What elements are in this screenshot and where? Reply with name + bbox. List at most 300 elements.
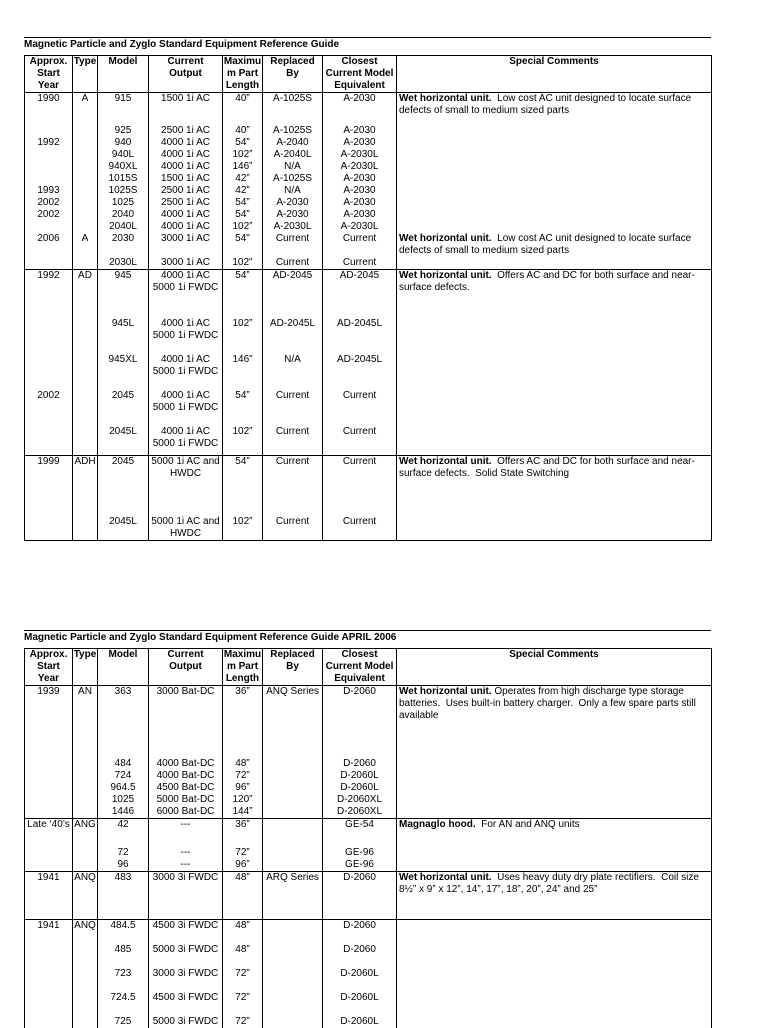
- model-cell: 940L: [98, 149, 149, 161]
- table-row: [25, 149, 712, 161]
- type-cell: ANQ: [73, 920, 98, 944]
- length-cell: 146”: [223, 354, 263, 390]
- replaced-by-cell: [263, 847, 323, 859]
- table-row: [25, 782, 712, 794]
- header-type: Type: [73, 649, 98, 686]
- type-cell: [73, 968, 98, 992]
- type-cell: [73, 185, 98, 197]
- length-cell: 48”: [223, 944, 263, 968]
- type-cell: A: [73, 233, 98, 257]
- comment-cell: [397, 149, 712, 161]
- model-cell: 485: [98, 944, 149, 968]
- replaced-by-cell: [263, 770, 323, 782]
- type-cell: ANQ: [73, 872, 98, 920]
- start-year-cell: 2002: [25, 197, 73, 209]
- comment-cell: [397, 794, 712, 806]
- output-cell: 5000 1i AC and HWDC: [149, 516, 223, 541]
- length-cell: 144”: [223, 806, 263, 819]
- equivalent-cell: AD-2045L: [323, 318, 397, 354]
- start-year-cell: [25, 354, 73, 390]
- comment-cell: [397, 516, 712, 541]
- comment-cell: [397, 818, 712, 847]
- output-cell: 5000 3i FWDC: [149, 944, 223, 968]
- equivalent-cell: A-2030: [323, 173, 397, 185]
- model-cell: 945L: [98, 318, 149, 354]
- start-year-cell: [25, 794, 73, 806]
- length-cell: 102”: [223, 221, 263, 233]
- length-cell: 54": [223, 233, 263, 257]
- comment-bold: Magnaglo hood.: [399, 818, 476, 830]
- table-row: [25, 920, 712, 944]
- equivalent-cell: Current: [323, 257, 397, 270]
- table-row: [25, 456, 712, 516]
- model-cell: 723: [98, 968, 149, 992]
- equivalent-cell: D-2060: [323, 758, 397, 770]
- equivalent-cell: A-2030: [323, 197, 397, 209]
- model-cell: 1015S: [98, 173, 149, 185]
- model-cell: 2030: [98, 233, 149, 257]
- comment-text: Offers AC and DC for both surface and near-surface defects.: [399, 270, 695, 293]
- header-max-part-length: Maximu m Part Length: [223, 56, 262, 91]
- replaced-by-cell: A-1025S: [263, 93, 323, 125]
- replaced-by-cell: [263, 992, 323, 1016]
- output-cell: 3000 1i AC: [149, 233, 223, 257]
- table-row: [25, 968, 712, 992]
- header-max-part-length: Maximu m Part Length: [223, 649, 262, 684]
- model-cell: 964.5: [98, 782, 149, 794]
- model-cell: 1025: [98, 197, 149, 209]
- start-year-cell: [25, 992, 73, 1016]
- equivalent-cell: A-2030: [323, 209, 397, 221]
- start-year-cell: [25, 318, 73, 354]
- type-cell: [73, 257, 98, 270]
- equivalent-cell: Current: [323, 516, 397, 541]
- table-row: [25, 209, 712, 221]
- table-row: [25, 318, 712, 354]
- table-row: [25, 161, 712, 173]
- equivalent-cell: GE-96: [323, 859, 397, 872]
- output-cell: 4500 Bat-DC: [149, 782, 223, 794]
- model-cell: 42: [98, 818, 149, 847]
- replaced-by-cell: N/A: [263, 354, 323, 390]
- output-cell: 2500 1i AC: [149, 197, 223, 209]
- table-row: [25, 137, 712, 149]
- table-row: [25, 390, 712, 426]
- type-cell: [73, 758, 98, 770]
- equipment-table: [24, 648, 712, 1028]
- length-cell: 36”: [223, 686, 263, 758]
- type-cell: [73, 161, 98, 173]
- output-cell: ---: [149, 847, 223, 859]
- comment-cell: [397, 270, 712, 318]
- model-cell: 940: [98, 137, 149, 149]
- length-cell: 102”: [223, 426, 263, 456]
- type-cell: [73, 173, 98, 185]
- replaced-by-cell: N/A: [263, 161, 323, 173]
- comment-cell: [397, 758, 712, 770]
- type-cell: [73, 847, 98, 859]
- output-cell: 5000 3i FWDC: [149, 1016, 223, 1028]
- header-current-output: Current Output: [149, 56, 223, 93]
- start-year-cell: [25, 1016, 73, 1028]
- model-cell: 2045: [98, 390, 149, 426]
- output-cell: 4000 1i AC 5000 1i FWDC: [149, 354, 223, 390]
- replaced-by-cell: A-2030: [263, 197, 323, 209]
- model-cell: 2030L: [98, 257, 149, 270]
- header-closest-equivalent: Closest Current Model Equivalent: [323, 649, 397, 686]
- replaced-by-cell: AD-2045: [263, 270, 323, 318]
- table-row: [25, 125, 712, 137]
- replaced-by-cell: [263, 1016, 323, 1028]
- comment-cell: [397, 847, 712, 859]
- comment-cell: [397, 173, 712, 185]
- replaced-by-cell: N/A: [263, 185, 323, 197]
- table-row: [25, 872, 712, 920]
- start-year-cell: [25, 758, 73, 770]
- comment-cell: [397, 318, 712, 354]
- equivalent-cell: D-2060: [323, 920, 397, 944]
- output-cell: 3000 3i FWDC: [149, 968, 223, 992]
- model-cell: 724: [98, 770, 149, 782]
- start-year-cell: 1939: [25, 686, 73, 758]
- comment-text: For AN and ANQ units: [475, 818, 580, 830]
- table-row: [25, 770, 712, 782]
- equivalent-cell: AD-2045: [323, 270, 397, 318]
- output-cell: ---: [149, 818, 223, 847]
- comment-cell: [397, 872, 712, 920]
- model-cell: 945XL: [98, 354, 149, 390]
- header-closest-equivalent: Closest Current Model Equivalent: [323, 56, 397, 93]
- output-cell: 4500 3i FWDC: [149, 920, 223, 944]
- model-cell: 2040L: [98, 221, 149, 233]
- type-cell: [73, 318, 98, 354]
- table-row: [25, 233, 712, 257]
- comment-cell: [397, 125, 712, 137]
- equivalent-cell: GE-54: [323, 818, 397, 847]
- comment-text: Uses heavy duty dry plate rectifiers. Coil size 8½” x 9” x 12”, 14”, 17”, 18”, 20”, 24” and 25”: [399, 872, 702, 895]
- start-year-cell: 2002: [25, 390, 73, 426]
- comment-text: Low cost AC unit designed to locate surface defects of small to medium sized parts: [399, 232, 694, 256]
- comment-text: Operates from high discharge type storage batteries. Uses built-in battery charger. Only a few spare parts still available: [399, 686, 699, 721]
- start-year-cell: 1999: [25, 456, 73, 516]
- table-row: [25, 426, 712, 456]
- replaced-by-cell: A-2030L: [263, 221, 323, 233]
- start-year-cell: [25, 173, 73, 185]
- output-cell: ---: [149, 859, 223, 872]
- model-cell: 945: [98, 270, 149, 318]
- comment-text: Low cost AC unit designed to locate surface defects of small to medium sized parts: [399, 93, 694, 116]
- table-row: [25, 794, 712, 806]
- output-cell: 3000 3i FWDC: [149, 872, 223, 920]
- model-cell: 2045L: [98, 426, 149, 456]
- section-title: Magnetic Particle and Zyglo Standard Equipment Reference Guide: [24, 37, 711, 55]
- type-cell: [73, 149, 98, 161]
- length-cell: 102”: [223, 516, 263, 541]
- table-row: [25, 185, 712, 197]
- start-year-cell: [25, 944, 73, 968]
- output-cell: 1500 1i AC: [149, 173, 223, 185]
- section-title: Magnetic Particle and Zyglo Standard Equipment Reference Guide APRIL 2006: [24, 630, 711, 648]
- comment-cell: [397, 1016, 712, 1028]
- model-cell: 363: [98, 686, 149, 758]
- replaced-by-cell: [263, 782, 323, 794]
- table-row: [25, 818, 712, 847]
- type-cell: [73, 426, 98, 456]
- type-cell: [73, 390, 98, 426]
- length-cell: 102": [223, 257, 263, 270]
- comment-bold: Wet horizontal unit.: [399, 232, 492, 244]
- length-cell: 54”: [223, 456, 263, 516]
- length-cell: 54”: [223, 270, 263, 318]
- replaced-by-cell: [263, 944, 323, 968]
- start-year-cell: [25, 161, 73, 173]
- length-cell: 48”: [223, 920, 263, 944]
- output-cell: 4500 3i FWDC: [149, 992, 223, 1016]
- start-year-cell: [25, 257, 73, 270]
- comment-cell: [397, 992, 712, 1016]
- start-year-cell: [25, 770, 73, 782]
- output-cell: 6000 Bat-DC: [149, 806, 223, 819]
- model-cell: 725: [98, 1016, 149, 1028]
- comment-bold: Wet horizontal unit.: [399, 456, 492, 467]
- model-cell: 2040: [98, 209, 149, 221]
- comment-cell: [397, 257, 712, 270]
- table-row: [25, 758, 712, 770]
- length-cell: 48”: [223, 872, 263, 920]
- length-cell: 72”: [223, 1016, 263, 1028]
- output-cell: 2500 1i AC: [149, 125, 223, 137]
- output-cell: 1500 1i AC: [149, 93, 223, 125]
- start-year-cell: 1941: [25, 920, 73, 944]
- equivalent-cell: D-2060L: [323, 968, 397, 992]
- replaced-by-cell: A-1025S: [263, 173, 323, 185]
- output-cell: 4000 1i AC 5000 1i FWDC: [149, 426, 223, 456]
- comment-cell: [397, 354, 712, 390]
- output-cell: 2500 1i AC: [149, 185, 223, 197]
- type-cell: [73, 197, 98, 209]
- replaced-by-cell: [263, 968, 323, 992]
- length-cell: 48”: [223, 758, 263, 770]
- replaced-by-cell: Current: [263, 516, 323, 541]
- model-cell: 96: [98, 859, 149, 872]
- length-cell: 96”: [223, 859, 263, 872]
- comment-cell: [397, 185, 712, 197]
- equipment-table: [24, 55, 712, 541]
- comment-cell: [397, 770, 712, 782]
- equivalent-cell: D-2060L: [323, 782, 397, 794]
- equivalent-cell: D-2060: [323, 872, 397, 920]
- type-cell: [73, 944, 98, 968]
- table-row: [25, 1016, 712, 1028]
- length-cell: 54”: [223, 137, 263, 149]
- comment-bold: Wet horizontal unit.: [399, 872, 492, 883]
- start-year-cell: [25, 859, 73, 872]
- length-cell: 72”: [223, 992, 263, 1016]
- equivalent-cell: D-2060XL: [323, 794, 397, 806]
- comment-cell: [397, 93, 712, 125]
- table-row: [25, 847, 712, 859]
- start-year-cell: [25, 968, 73, 992]
- replaced-by-cell: ARQ Series: [263, 872, 323, 920]
- replaced-by-cell: AD-2045L: [263, 318, 323, 354]
- equivalent-cell: A-2030L: [323, 221, 397, 233]
- type-cell: [73, 794, 98, 806]
- guide-section-2: [24, 630, 711, 1028]
- length-cell: 42”: [223, 173, 263, 185]
- type-cell: [73, 209, 98, 221]
- equivalent-cell: A-2030L: [323, 161, 397, 173]
- comment-cell: [397, 456, 712, 516]
- replaced-by-cell: A-2040L: [263, 149, 323, 161]
- output-cell: 4000 1i AC: [149, 221, 223, 233]
- replaced-by-cell: A-1025S: [263, 125, 323, 137]
- length-cell: 96”: [223, 782, 263, 794]
- output-cell: 4000 1i AC 5000 1i FWDC: [149, 270, 223, 318]
- start-year-cell: [25, 149, 73, 161]
- table-row: [25, 354, 712, 390]
- type-cell: [73, 125, 98, 137]
- type-cell: [73, 859, 98, 872]
- comment-cell: [397, 426, 712, 456]
- header-replaced-by: Replaced By: [263, 56, 323, 93]
- length-cell: 102”: [223, 149, 263, 161]
- table-row: [25, 93, 712, 125]
- start-year-cell: [25, 782, 73, 794]
- model-cell: 940XL: [98, 161, 149, 173]
- equivalent-cell: Current: [323, 426, 397, 456]
- model-cell: 2045L: [98, 516, 149, 541]
- replaced-by-cell: A-2040: [263, 137, 323, 149]
- table-row: [25, 859, 712, 872]
- header-replaced-by: Replaced By: [263, 649, 323, 686]
- output-cell: 4000 1i AC: [149, 149, 223, 161]
- comment-cell: [397, 968, 712, 992]
- header-current-output: Current Output: [149, 649, 223, 686]
- type-cell: ANG: [73, 818, 98, 847]
- replaced-by-cell: [263, 859, 323, 872]
- length-cell: 72”: [223, 847, 263, 859]
- table-row: [25, 270, 712, 318]
- table-row: [25, 806, 712, 819]
- header-start-year: Approx. Start Year: [25, 649, 73, 686]
- comment-cell: [397, 221, 712, 233]
- model-cell: 915: [98, 93, 149, 125]
- table-row: [25, 221, 712, 233]
- replaced-by-cell: ANQ Series: [263, 686, 323, 758]
- comment-cell: [397, 806, 712, 819]
- length-cell: 146”: [223, 161, 263, 173]
- table-row: [25, 197, 712, 209]
- header-special-comments: Special Comments: [397, 649, 712, 686]
- comment-text: Offers AC and DC for both surface and near-surface defects. Solid State Switching: [399, 456, 695, 479]
- header-type: Type: [73, 56, 98, 93]
- start-year-cell: 2006: [25, 233, 73, 257]
- model-cell: 1025S: [98, 185, 149, 197]
- equivalent-cell: D-2060L: [323, 770, 397, 782]
- start-year-cell: [25, 516, 73, 541]
- comment-cell: [397, 944, 712, 968]
- model-cell: 484: [98, 758, 149, 770]
- replaced-by-cell: [263, 758, 323, 770]
- model-cell: 483: [98, 872, 149, 920]
- equivalent-cell: AD-2045L: [323, 354, 397, 390]
- start-year-cell: [25, 426, 73, 456]
- start-year-cell: 1992: [25, 270, 73, 318]
- equivalent-cell: D-2060XL: [323, 806, 397, 819]
- equivalent-cell: A-2030: [323, 93, 397, 125]
- output-cell: 4000 1i AC: [149, 209, 223, 221]
- model-cell: 2045: [98, 456, 149, 516]
- comment-cell: [397, 920, 712, 944]
- type-cell: ADH: [73, 456, 98, 516]
- equivalent-cell: Current: [323, 390, 397, 426]
- start-year-cell: 2002: [25, 209, 73, 221]
- length-cell: 120”: [223, 794, 263, 806]
- type-cell: [73, 806, 98, 819]
- output-cell: 5000 1i AC and HWDC: [149, 456, 223, 516]
- equivalent-cell: A-2030: [323, 137, 397, 149]
- header-special-comments: Special Comments: [397, 56, 712, 93]
- start-year-cell: [25, 847, 73, 859]
- table-row: [25, 257, 712, 270]
- length-cell: 40”: [223, 93, 263, 125]
- model-cell: 1025: [98, 794, 149, 806]
- equivalent-cell: A-2030L: [323, 149, 397, 161]
- equivalent-cell: A-2030: [323, 125, 397, 137]
- comment-cell: [397, 161, 712, 173]
- output-cell: 3000 1i AC: [149, 257, 223, 270]
- length-cell: 72”: [223, 770, 263, 782]
- table-row: [25, 992, 712, 1016]
- comment-cell: [397, 859, 712, 872]
- replaced-by-cell: [263, 806, 323, 819]
- replaced-by-cell: [263, 818, 323, 847]
- type-cell: A: [73, 93, 98, 125]
- table-row: [25, 173, 712, 185]
- start-year-cell: 1992: [25, 137, 73, 149]
- replaced-by-cell: Current: [263, 426, 323, 456]
- output-cell: 3000 Bat-DC: [149, 686, 223, 758]
- table-row: [25, 686, 712, 758]
- replaced-by-cell: [263, 794, 323, 806]
- header-model: Model: [98, 649, 149, 686]
- replaced-by-cell: [263, 920, 323, 944]
- output-cell: 4000 1i AC: [149, 137, 223, 149]
- table-row: [25, 516, 712, 541]
- type-cell: [73, 516, 98, 541]
- comment-cell: [397, 197, 712, 209]
- equivalent-cell: GE-96: [323, 847, 397, 859]
- length-cell: 54”: [223, 209, 263, 221]
- length-cell: 40”: [223, 125, 263, 137]
- model-cell: 484.5: [98, 920, 149, 944]
- replaced-by-cell: Current: [263, 390, 323, 426]
- comment-bold: Wet horizontal unit.: [399, 93, 492, 104]
- output-cell: 4000 1i AC: [149, 161, 223, 173]
- start-year-cell: [25, 221, 73, 233]
- length-cell: 36”: [223, 818, 263, 847]
- model-cell: 925: [98, 125, 149, 137]
- guide-section-1: [24, 37, 711, 541]
- equivalent-cell: D-2060: [323, 944, 397, 968]
- type-cell: [73, 354, 98, 390]
- equivalent-cell: Current: [323, 233, 397, 257]
- type-cell: AD: [73, 270, 98, 318]
- output-cell: 4000 1i AC 5000 1i FWDC: [149, 318, 223, 354]
- type-cell: [73, 770, 98, 782]
- type-cell: [73, 992, 98, 1016]
- start-year-cell: 1990: [25, 93, 73, 125]
